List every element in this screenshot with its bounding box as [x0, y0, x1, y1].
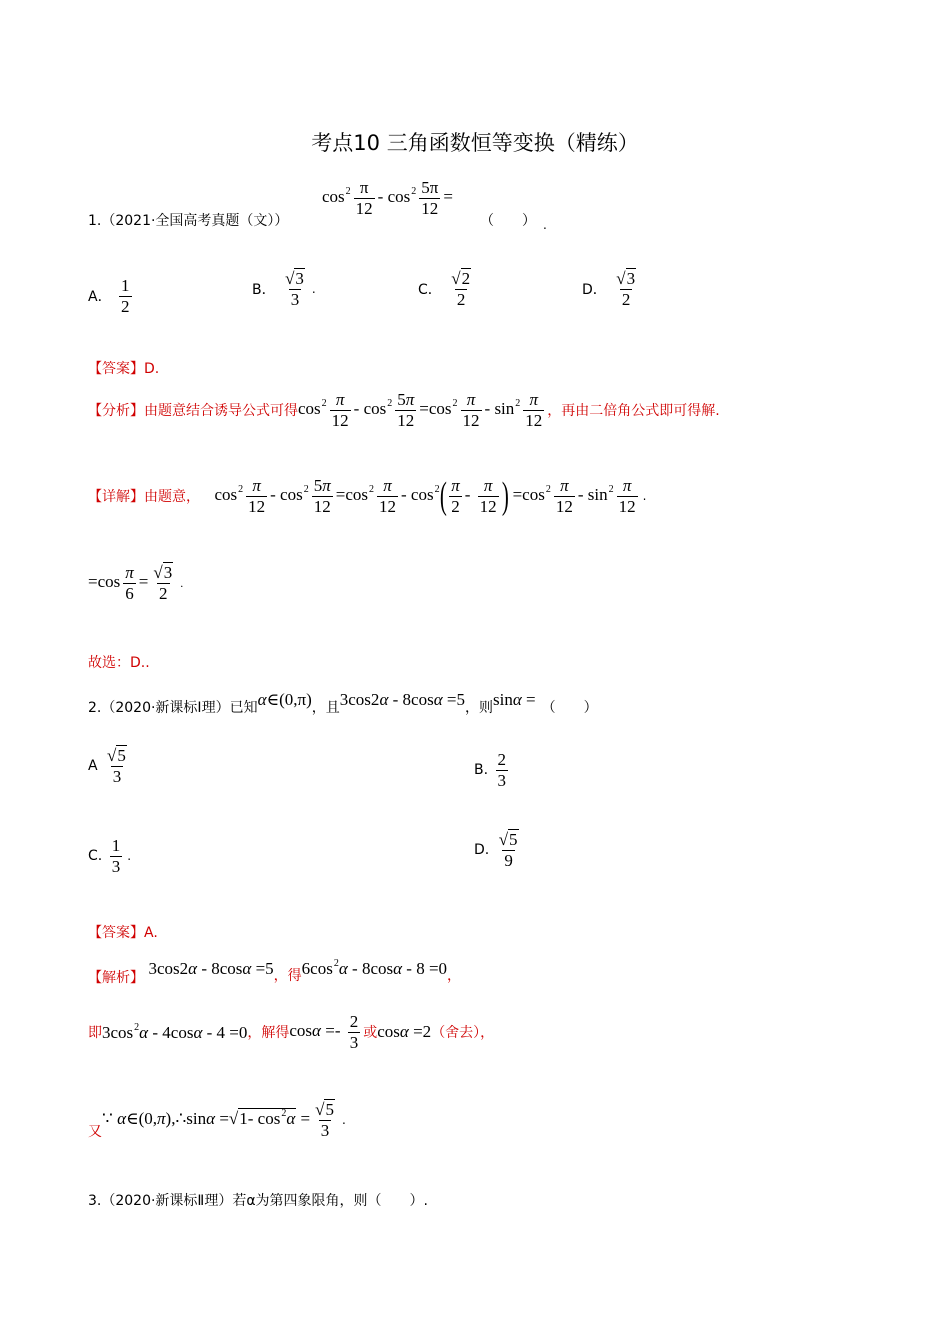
- analysis-tail: ，再由二倍角公式即可得解.: [547, 403, 720, 420]
- q2-solution-line2: [88, 1012, 494, 1052]
- q2-solution-line1: 【解析】 3cos2α - 8cosα =5，得$6\cos^2\alpha - 8\cos\alpha - 8 =0$，: [88, 958, 462, 986]
- q2-blank: （ ）: [541, 700, 598, 716]
- answer-label: 【答案】: [88, 925, 144, 941]
- analysis-formula: $\cos^2$ $\frac{\pi}{12}$ - $\cos^2$ $\frac{5\pi}{12}$ $=\cos^2$ $\frac{\pi}{12}$ - $\sin^2$ $\frac{\pi}{12}$: [298, 390, 543, 430]
- q1-option-b[interactable]: B． $\frac{√3}{3}$ .: [252, 269, 316, 309]
- sol-huo: 或: [363, 1025, 378, 1042]
- answer-value: D.: [144, 361, 160, 377]
- q2-then: ，则: [464, 700, 493, 716]
- q2-answer: [88, 922, 158, 942]
- q2-option-b[interactable]: B. $\frac{2}{3}$: [474, 750, 507, 790]
- option-c-label: C．: [418, 282, 442, 299]
- q2-target: sinα =: [492, 690, 536, 709]
- page-title: 考点10 三角函数恒等变换（精练）: [311, 131, 639, 155]
- q1-expression: $\cos^2$ $\frac{\pi}{12}$ - $\cos^2$ $\frac{5\pi}{12}$ =: [322, 178, 453, 218]
- option-a-label: A: [88, 758, 98, 775]
- q1-prefix: 1.（2021·全国高考真题（文））: [88, 213, 289, 229]
- q2-mid: ，且: [311, 700, 340, 716]
- detail-label: 【详解】: [88, 489, 144, 506]
- q1-blank: （ ）: [480, 213, 536, 229]
- analysis-text: 由题意结合诱导公式可得: [144, 403, 298, 420]
- q1-option-d[interactable]: D． $\frac{√3}{2}$: [582, 269, 636, 309]
- q2-condition: α∈(0,π): [257, 690, 312, 709]
- sol-eq6: ∵ α∈(0,π),∴sinα =√1- $\cos^2\alpha$ = $\frac{√5}{3}$: [102, 1100, 334, 1140]
- q1-dot: .: [543, 218, 547, 232]
- q1-result: =cos $\frac{\pi}{6}$ = $\frac{√3}{2}$ .: [88, 563, 184, 603]
- q2-option-c[interactable]: C. $\frac{1}{3}$ .: [88, 836, 132, 876]
- answer-value: A.: [144, 925, 158, 941]
- sol-shequ: （舍去），: [431, 1025, 495, 1042]
- answer-label: 【答案】: [88, 361, 144, 377]
- detail-text: 由题意，: [144, 489, 200, 506]
- sol-jiede: ，解得: [247, 1025, 290, 1042]
- analysis-label: 【分析】: [88, 403, 144, 420]
- detail-formula: $\cos^2$ $\frac{\pi}{12}$ - $\cos^2$ $\frac{5\pi}{12}$ $=\cos^2$ $\frac{\pi}{12}$ - $\cos^2$( $\frac{\pi}{2}$ - $\frac{\pi}{12}$ ) $=\cos^2$ $\frac{\pi}{12}$ - $\sin^2$ $\frac{\pi}{12}$: [214, 475, 636, 518]
- sol-you: 又: [88, 1124, 102, 1141]
- q1-answer: [88, 358, 159, 378]
- q1-analysis: [88, 390, 720, 430]
- q1-stem: [88, 210, 288, 230]
- q1-option-a[interactable]: A． $\frac{1}{2}$: [88, 276, 130, 316]
- option-c-label: C.: [88, 848, 103, 865]
- q1-choose: 故选：D..: [88, 655, 150, 671]
- option-a-label: A．: [88, 289, 112, 306]
- q3-stem: 3.（2020·新课标Ⅱ理）若α为第四象限角，则（ ）.: [88, 1193, 429, 1209]
- sol-eq5: cosα =2: [377, 1022, 432, 1042]
- solution-label: 【解析】: [88, 970, 144, 986]
- q2-prefix: 2.（2020·新课标Ⅰ理）已知: [88, 700, 258, 716]
- sol-eq3: $3\cos^2\alpha - 4\cos\alpha - 4 =0$: [102, 1021, 248, 1042]
- q2-equation: 3cos2α - 8cosα =5: [339, 690, 465, 709]
- sol-get: ，得: [273, 968, 302, 984]
- q1-option-c[interactable]: C． $\frac{√2}{2}$: [418, 269, 471, 309]
- sol-eq2: $6\cos^2\alpha - 8\cos\alpha - 8 =0$: [301, 958, 448, 978]
- q2-solution-line3: 又∵ α∈(0,π),∴sinα =√1- $\cos^2\alpha$ = $\frac{√5}{3}$ .: [88, 1100, 346, 1141]
- sol-eq4: cosα =- $\frac{2}{3}$: [289, 1012, 359, 1052]
- q1-detail: 【详解】由题意， $\cos^2$ $\frac{\pi}{12}$ - $\cos^2$ $\frac{5\pi}{12}$ $=\cos^2$ $\frac{\pi}{12}$ - $\cos^2$( $\frac{\pi}{2}$ - $\frac{\pi}{12}$ ) $=\cos^2$ $\frac{\pi}{12}$ - $\sin^2$ $\frac{\pi}{12}$ .: [88, 475, 647, 518]
- q2-stem: [88, 690, 598, 717]
- sol-eq1: 3cos2α - 8cosα =5: [148, 959, 274, 978]
- q2-option-a[interactable]: A $\frac{√5}{3}$: [88, 746, 126, 786]
- option-b-label: B.: [474, 762, 489, 779]
- option-d-label: D．: [582, 282, 607, 299]
- option-d-label: D.: [474, 842, 490, 859]
- option-b-label: B．: [252, 282, 276, 299]
- q2-option-d[interactable]: D. $\frac{√5}{9}$: [474, 830, 518, 870]
- sol-ji: 即: [88, 1025, 102, 1042]
